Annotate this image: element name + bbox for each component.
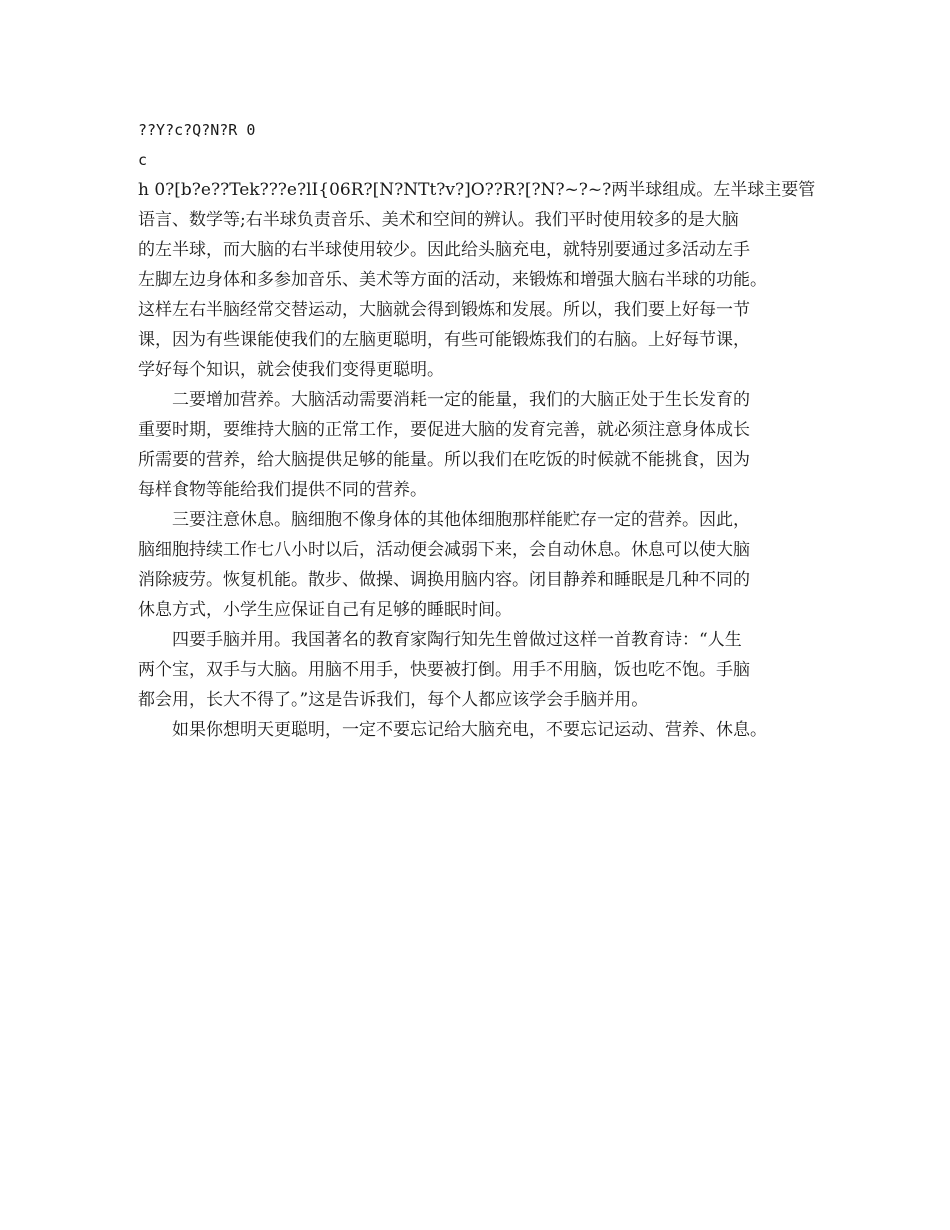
garbled-header-line: ??Y?c?Q?N?R 0 xyxy=(138,121,256,139)
paragraph-line: 课，因为有些课能使我们的左脑更聪明，有些可能锻炼我们的右脑。上好每节课， xyxy=(138,330,750,350)
paragraph-line: 这样左右半脑经常交替运动，大脑就会得到锻炼和发展。所以，我们要上好每一节 xyxy=(138,300,750,320)
paragraph-conclusion xyxy=(138,715,828,745)
paragraph-line: 重要时期，要维持大脑的正常工作，要促进大脑的发育完善，就必须注意身体成长 xyxy=(138,420,750,440)
paragraph-line: 都会用，长大不得了。”这是告诉我们，每个人都应该学会手脑并用。 xyxy=(138,690,649,710)
paragraph-line: 左脚左边身体和多参加音乐、美术等方面的活动，来锻炼和增强大脑右半球的功能。 xyxy=(138,270,767,290)
paragraph-line: 每样食物等能给我们提供不同的营养。 xyxy=(138,480,427,500)
paragraph-line: 的左半球，而大脑的右半球使用较少。因此给头脑充电，就特别要通过多活动左手 xyxy=(138,240,750,260)
paragraph-line: 语言、数学等;右半球负责音乐、美术和空间的辨认。我们平时使用较多的是大脑 xyxy=(138,210,739,230)
paragraph-line: 所需要的营养，给大脑提供足够的能量。所以我们在吃饭的时候就不能挑食，因为 xyxy=(138,450,750,470)
paragraph-line: 二要增加营养。大脑活动需要消耗一定的能量，我们的大脑正处于生长发育的 xyxy=(172,390,750,410)
paragraph-line: 如果你想明天更聪明，一定不要忘记给大脑充电，不要忘记运动、营养、休息。 xyxy=(172,720,767,740)
paragraph-line: 脑细胞持续工作七八小时以后，活动便会减弱下来，会自动休息。休息可以使大脑 xyxy=(138,540,750,560)
paragraph-line: h 0?[b?e??Tek???e?lI{06R?[N?NTt?v?]O??R?[?N?~?~?两半球组成。左半球主要管 xyxy=(138,180,816,200)
document-body xyxy=(138,115,828,745)
paragraph-line: 学好每个知识，就会使我们变得更聪明。 xyxy=(138,360,444,380)
paragraph-line: 消除疲劳。恢复机能。散步、做操、调换用脑内容。闭目静养和睡眠是几种不同的 xyxy=(138,570,750,590)
paragraph-line: 三要注意休息。脑细胞不像身体的其他体细胞那样能贮存一定的营养。因此， xyxy=(172,510,750,530)
paragraph-brain-hemispheres xyxy=(138,175,828,385)
paragraph-rest xyxy=(138,505,828,625)
paragraph-line: 四要手脑并用。我国著名的教育家陶行知先生曾做过这样一首教育诗：“人生 xyxy=(172,630,742,650)
paragraph-hands-and-brain xyxy=(138,625,828,715)
paragraph-nutrition xyxy=(138,385,828,505)
paragraph-line: 两个宝，双手与大脑。用脑不用手，快要被打倒。用手不用脑，饭也吃不饱。手脑 xyxy=(138,660,750,680)
garbled-header-line: c xyxy=(138,151,148,169)
paragraph-line: 休息方式，小学生应保证自己有足够的睡眠时间。 xyxy=(138,600,512,620)
